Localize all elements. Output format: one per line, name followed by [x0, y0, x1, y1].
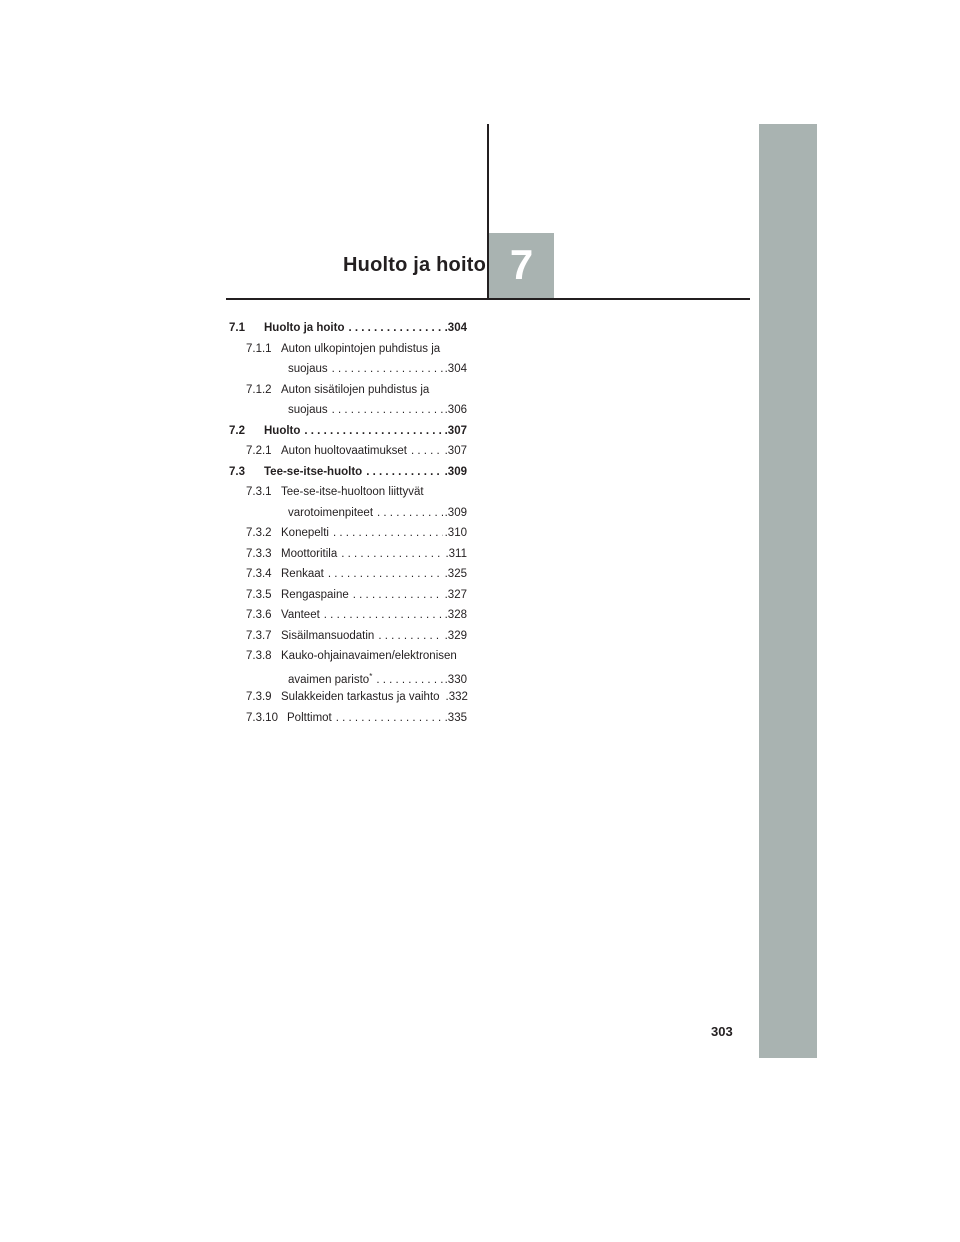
toc-entry-number: 7.3.1	[246, 486, 272, 498]
toc-entry-number: 7.1.2	[246, 383, 272, 396]
toc-entry[interactable]	[229, 646, 467, 667]
toc-entry-title	[281, 585, 349, 606]
toc-entry[interactable]	[229, 687, 467, 708]
toc-entry-number: 7.3.9	[246, 691, 272, 703]
toc-entry-page: .309	[444, 506, 467, 519]
toc-entry[interactable]	[229, 380, 467, 401]
toc-entry-number: 7.3.6	[246, 609, 272, 621]
toc-leader-dots	[362, 462, 442, 483]
toc-entry-title	[281, 626, 374, 647]
toc-entry-page: .327	[444, 588, 467, 601]
toc-entry[interactable]	[229, 503, 467, 524]
toc-entry-number: 7.1	[229, 322, 245, 334]
toc-entry-title	[281, 605, 320, 626]
header-divider-horizontal	[226, 298, 750, 300]
toc-leader-dots	[324, 564, 443, 585]
toc-entry-number: 7.3.7	[246, 629, 272, 642]
toc-entry-title-text: Tee-se-itse-huoltoon liittyvät	[281, 486, 424, 498]
toc-entry-page: .335	[444, 711, 467, 724]
toc-entry-title	[281, 482, 424, 503]
toc-entry-title	[281, 441, 407, 462]
toc-leader-dots	[320, 605, 443, 626]
footnote-asterisk: *	[369, 671, 373, 681]
toc-entry-title-text: avaimen paristo	[288, 673, 370, 686]
toc-leader-dots	[374, 626, 442, 647]
toc-leader-dots	[407, 441, 443, 462]
toc-entry-title	[264, 421, 300, 442]
toc-entry-page: .307	[444, 424, 467, 437]
toc-entry-title	[281, 564, 324, 585]
toc-entry-title-text: Tee-se-itse-huolto	[264, 465, 363, 478]
toc-entry-page: .311	[445, 547, 467, 560]
toc-entry-title-text: varotoimenpiteet	[288, 506, 374, 519]
toc-entry-number: 7.2.1	[246, 445, 272, 457]
toc-entry-number: 7.3	[229, 465, 245, 478]
toc-entry-title-text: Auton ulkopintojen puhdistus ja	[281, 342, 441, 355]
toc-entry-title	[281, 339, 440, 360]
toc-entry[interactable]	[229, 626, 467, 647]
toc-entry[interactable]	[229, 339, 467, 360]
toc-entry-title-text: Vanteet	[281, 609, 320, 621]
toc-entry-page: .309	[444, 465, 467, 478]
toc-entry[interactable]	[229, 585, 467, 606]
toc-entry[interactable]	[229, 564, 467, 585]
toc-leader-dots	[328, 359, 443, 380]
toc-entry-title-text: Huolto ja hoito	[264, 322, 345, 334]
toc-leader-dots	[373, 503, 443, 524]
toc-entry-title	[287, 708, 332, 729]
toc-entry-number: 7.3.4	[246, 568, 272, 580]
toc-entry-number: 7.3.5	[246, 588, 272, 601]
toc-entry[interactable]	[229, 359, 467, 380]
toc-entry-title	[264, 462, 362, 483]
toc-entry-number: 7.3.10	[246, 711, 278, 724]
toc-entry-number: 7.1.1	[246, 342, 272, 355]
chapter-number-box: 7	[489, 233, 554, 298]
toc-entry-title-text: Kauko-ohjainavaimen/elektronisen	[281, 650, 457, 662]
toc-entry-title-text: suojaus	[288, 404, 328, 416]
toc-entry-title-text: suojaus	[288, 363, 328, 375]
toc-leader-dots	[328, 400, 443, 421]
toc-entry-page: .306	[444, 404, 467, 416]
toc-entry-title-text: Renkaat	[281, 568, 324, 580]
page-number: 303	[711, 1024, 733, 1039]
toc-entry-number: 7.2	[229, 424, 245, 437]
toc-entry-title	[288, 400, 328, 421]
toc-entry-page: .304	[444, 363, 467, 375]
toc-entry-title-text: Auton sisätilojen puhdistus ja	[281, 383, 430, 396]
chapter-side-tab	[759, 124, 817, 1058]
toc-entry-title-text: Rengaspaine	[281, 588, 349, 601]
toc-entry[interactable]	[229, 544, 467, 565]
toc-entry-page: .329	[444, 629, 467, 642]
toc-entry-title-text: Sulakkeiden tarkastus ja vaihto	[281, 691, 440, 703]
toc-leader-dots	[337, 544, 443, 565]
toc-entry[interactable]	[229, 318, 467, 339]
toc-entry-title-text: Moottoritila	[281, 547, 338, 560]
toc-entry-number: 7.3.2	[246, 527, 272, 539]
toc-entry[interactable]	[229, 462, 467, 483]
toc-entry-page: .328	[444, 609, 467, 621]
toc-entry-page: .330	[444, 673, 467, 686]
toc-entry-title	[281, 544, 337, 565]
toc-entry-title	[281, 523, 329, 544]
toc-entry-title	[264, 318, 344, 339]
toc-entry-title	[281, 646, 457, 667]
toc-entry-page: .310	[444, 527, 467, 539]
table-of-contents	[229, 318, 467, 728]
toc-entry-number: 7.3.3	[246, 547, 272, 560]
toc-leader-dots	[300, 421, 442, 442]
toc-entry[interactable]	[229, 400, 467, 421]
toc-entry[interactable]	[229, 523, 467, 544]
toc-entry-page: .332	[445, 691, 468, 703]
toc-entry-title	[281, 380, 429, 401]
toc-entry-page: .325	[444, 568, 467, 580]
toc-entry-title-text: Konepelti	[281, 527, 329, 539]
chapter-title: Huolto ja hoito	[343, 254, 486, 276]
toc-entry-title-text: Sisäilmansuodatin	[281, 629, 375, 642]
toc-leader-dots	[349, 585, 443, 606]
toc-entry-title	[288, 503, 373, 524]
toc-entry-title-text: Polttimot	[287, 711, 332, 724]
toc-entry[interactable]	[229, 421, 467, 442]
toc-entry-title	[288, 359, 328, 380]
toc-entry[interactable]	[229, 441, 467, 462]
toc-entry-title-text: Auton huoltovaatimukset	[281, 445, 407, 457]
toc-entry[interactable]	[229, 708, 467, 729]
toc-entry[interactable]	[229, 605, 467, 626]
toc-entry-number: 7.3.8	[246, 650, 272, 662]
toc-entry-page: .307	[444, 445, 467, 457]
toc-leader-dots	[332, 708, 443, 729]
toc-entry-title	[281, 687, 440, 708]
toc-entry-page: .304	[444, 322, 467, 334]
toc-entry[interactable]	[229, 482, 467, 503]
toc-leader-dots	[344, 318, 442, 339]
toc-entry[interactable]	[229, 667, 467, 688]
toc-leader-dots	[329, 523, 443, 544]
toc-entry-title-text: Huolto	[264, 424, 301, 437]
